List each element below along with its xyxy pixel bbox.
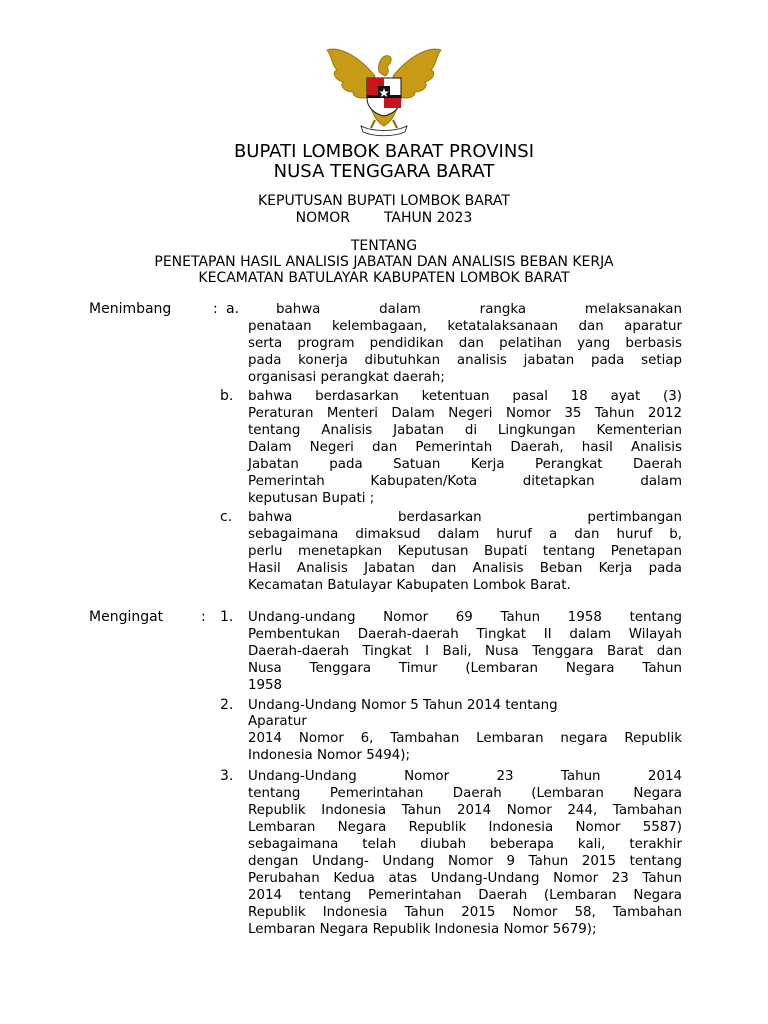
mengingat-2-marker: 2. [220,697,234,713]
mengingat-colon: : [201,609,206,625]
menimbang-colon: : [213,301,218,317]
decree-title: KEPUTUSAN BUPATI LOMBOK BARAT [258,193,510,209]
menimbang-c-line: Hasil Analisis Jabatan dan Analisis Beban Kerja pada [248,561,682,576]
subject-line-2: KECAMATAN BATULAYAR KABUPATEN LOMBOK BARAT [198,270,570,286]
menimbang-a-line: pada konerja dibutuhkan analisis jabatan pada setiap [248,353,682,368]
menimbang-c-line: sebagaimana dimaksud dalam huruf a dan huruf b, [248,527,682,542]
mengingat-1-marker: 1. [220,609,234,625]
mengingat-3-line: 2014 tentang Pemerintahan Daerah (Lembaran Negara [248,888,682,903]
menimbang-b-line: Pemerintah Kabupaten/Kota ditetapkan dalam [248,474,682,489]
menimbang-b-line: Dalam Negeri dan Pemerintah Daerah, hasil Analisis [248,440,682,455]
menimbang-b-line: keputusan Bupati ; [248,491,375,506]
mengingat-3-line: Republik Indonesia Tahun 2015 Nomor 58, Tambahan [248,905,682,920]
menimbang-a-line: bahwa dalam rangka melaksanakan [276,302,682,317]
mengingat-1-line: Pembentukan Daerah-daerah Tingkat II dalam Wilayah [248,627,682,642]
tentang-heading: TENTANG [350,238,418,254]
province-title: NUSA TENGGARA BARAT [273,161,495,182]
menimbang-a-line: penataan kelembagaan, ketatalaksanaan dan aparatur [248,319,682,334]
mengingat-3-line: sebagaimana telah diubah beberapa kali, terakhir [248,837,682,852]
menimbang-label: Menimbang [89,301,172,317]
menimbang-c-line: Kecamatan Batulayar Kabupaten Lombok Barat. [248,578,571,593]
mengingat-3-marker: 3. [220,768,234,784]
mengingat-3-line: Undang-Undang Nomor 23 Tahun 2014 [248,769,682,784]
regent-title: BUPATI LOMBOK BARAT PROVINSI [233,141,535,162]
motto-banner [361,126,407,136]
subject-line-1: PENETAPAN HASIL ANALISIS JABATAN DAN ANALISIS BEBAN KERJA [154,254,614,270]
mengingat-1-line: Nusa Tenggara Timur (Lembaran Negara Tahun [248,661,682,676]
mengingat-3-line: tentang Pemerintahan Daerah (Lembaran Negara [248,786,682,801]
menimbang-a-marker: a. [226,301,240,317]
menimbang-b-line: Peraturan Menteri Dalam Negeri Nomor 35 Tahun 2012 [248,406,682,421]
mengingat-3-line: Lembaran Negara Republik Indonesia Nomor 5587) [248,820,682,835]
mengingat-2-line: Undang-Undang Nomor 5 Tahun 2014 tentang [248,698,558,713]
menimbang-c-marker: c. [220,509,233,525]
menimbang-b-line: Jabatan pada Satuan Kerja Perangkat Daerah [248,457,682,472]
menimbang-c-line: bahwa berdasarkan pertimbangan [248,510,682,525]
mengingat-3-line: dengan Undang- Undang Nomor 9 Tahun 2015 tentang [248,854,682,869]
mengingat-3-line: Lembaran Negara Republik Indonesia Nomor 5679); [248,922,597,937]
nomor-label: NOMOR [295,210,350,226]
mengingat-1-line: 1958 [248,678,283,693]
menimbang-c-line: perlu menetapkan Keputusan Bupati tentang Penetapan [248,544,682,559]
garuda-pancasila-emblem [323,42,445,138]
tahun-label: TAHUN 2023 [383,210,473,226]
menimbang-a-line: serta program pendidikan dan pelatihan yang berbasis [248,336,682,351]
head [379,56,392,76]
decree-number-line [0,210,768,227]
mengingat-2-line: 2014 Nomor 6, Tambahan Lembaran negara Republik [248,731,682,746]
mengingat-3-line: Republik Indonesia Tahun 2014 Nomor 244, Tambahan [248,803,682,818]
menimbang-b-line: bahwa berdasarkan ketentuan pasal 18 ayat (3) [248,389,682,404]
mengingat-1-line: Daerah-daerah Tingkat I Bali, Nusa Tenggara Barat dan [248,644,682,659]
menimbang-a-line: organisasi perangkat daerah; [248,370,445,385]
mengingat-3-line: Perubahan Kedua atas Undang-Undang Nomor 23 Tahun [248,871,682,886]
menimbang-b-marker: b. [220,388,234,404]
mengingat-1-line: Undang-undang Nomor 69 Tahun 1958 tentang [248,610,682,625]
mengingat-2-line: Indonesia Nomor 5494); [248,748,411,763]
menimbang-b-line: tentang Analisis Jabatan di Lingkungan Kementerian [248,423,682,438]
mengingat-label: Mengingat [89,609,164,625]
mengingat-2-line: Aparatur [248,714,307,729]
